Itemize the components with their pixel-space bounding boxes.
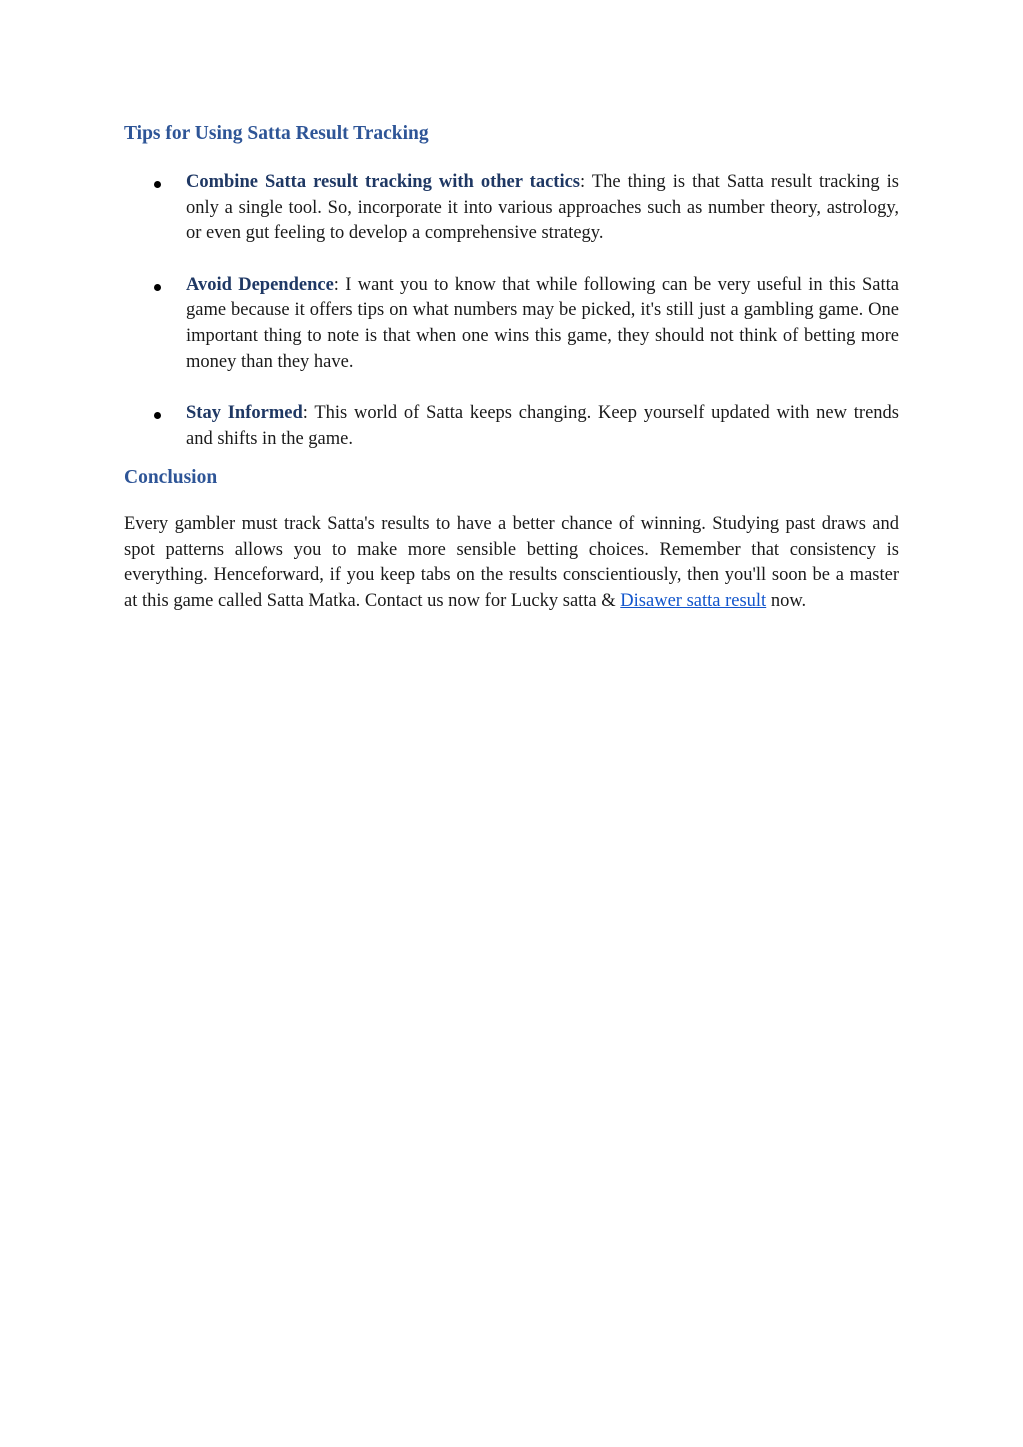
bullet-icon: [154, 412, 161, 419]
tip-text: : I want you to know that while following can be very useful in this Satta game because it offers tips on what numbers may be picked, it's still just a gambling game. One important thing to note is that when one wins this game, they should not think of betting more money than they have.: [186, 274, 899, 372]
tip-lead: Avoid Dependence: [186, 274, 334, 295]
tip-text: : The thing is that Satta result tracking is only a single tool. So, incorporate it into various approaches such as number theory, astrology, or even gut feeling to develop a comprehensive strategy.: [186, 172, 899, 244]
conclusion-text: Every gambler must track Satta's results to have a better chance of winning. Studying past draws and spot patterns allows you to make more sensible betting choices. Remember that consistency is everything. Henceforward, if you keep tabs on the results conscientiously, then you'll soon be a master at this game called Satta Matka. Contact us now for Lucky satta &: [124, 514, 899, 611]
tips-heading: Tips for Using Satta Result Tracking: [124, 123, 429, 144]
disawer-satta-result-link[interactable]: Disawer satta result: [620, 590, 767, 611]
bullet-icon: [154, 284, 161, 291]
tip-text: : This world of Satta keeps changing. Keep yourself updated with new trends and shifts in the game.: [186, 403, 899, 449]
tip-lead: Combine Satta result tracking with other tactics: [186, 172, 581, 192]
list-item: [124, 170, 899, 247]
conclusion-paragraph: [124, 512, 899, 614]
tips-list: [124, 170, 899, 478]
list-item: [124, 401, 899, 452]
list-item: [124, 273, 899, 375]
conclusion-heading: Conclusion: [124, 467, 218, 488]
conclusion-tail: now.: [766, 590, 807, 611]
tip-lead: Stay Informed: [186, 403, 303, 424]
bullet-icon: [154, 181, 161, 188]
